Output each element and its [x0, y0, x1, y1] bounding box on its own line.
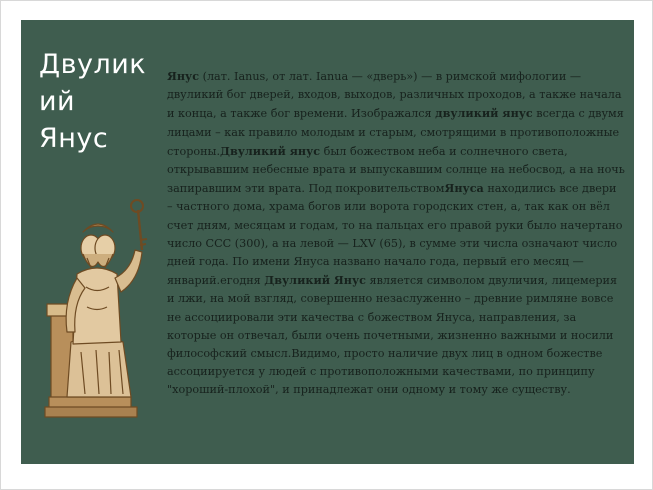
- body-segment: Двуликий янус: [220, 143, 321, 158]
- slide-title-line: Двулик: [39, 49, 147, 80]
- body-segment: (лат. Ianus, от лат. Ianua — «дверь») — в римской мифологии — двуликий бог дверей, входов, выходов, различных проходов, а также начала и конца, а также бог времени. Изображался: [167, 70, 622, 121]
- body-segment: находились все двери – частного дома, храма богов или ворота городских стен, а, так как он вёл счет дням, месяцам и годам, то на пальцах его правой руки было начертано число CCC (300), а на левой — LXV (65), в сумме эти числа означают число дней года. По имени Януса названо начало года, первый его месяц — январий.егодня: [167, 182, 623, 288]
- body-segment: всегда с двумя лицами – как правило молодым и старым, смотрящими в противоположные стороны.: [167, 107, 624, 158]
- body-segment: был божеством неба и солнечного света, открывавшим небесные врата и выпускавшим солнце на небосвод, а на ночь запиравшим эти врата. Под покровительством: [167, 144, 625, 196]
- body-segment: Януса: [444, 181, 484, 196]
- slide-title-line: ий: [39, 86, 76, 117]
- body-segment: Янус: [167, 69, 200, 83]
- slide: [21, 20, 634, 464]
- slide-title-line: Янус: [39, 123, 109, 154]
- body-segment: Двуликий Янус: [264, 273, 366, 288]
- body-segment: двуликий янус: [435, 106, 533, 121]
- slide-body-text: [167, 67, 625, 427]
- janus-statue-image: [41, 192, 159, 422]
- slide-title: [39, 46, 159, 157]
- body-segment: является символом двуличия, лицемерия и лжи, на мой взгляд, совершенно незаслуженно – древние римляне вовсе не ассоциировали эти качества с божеством Януса, направления, за которые он отвечал, были очень почетными, жизненно важными и носили философский смысл.Видимо, просто наличие двух лиц в одном божестве ассоциируется у людей с противоположными качествами, по принципу "хороший-плохой", и принадлежат они одному и тому же существу.: [167, 274, 618, 397]
